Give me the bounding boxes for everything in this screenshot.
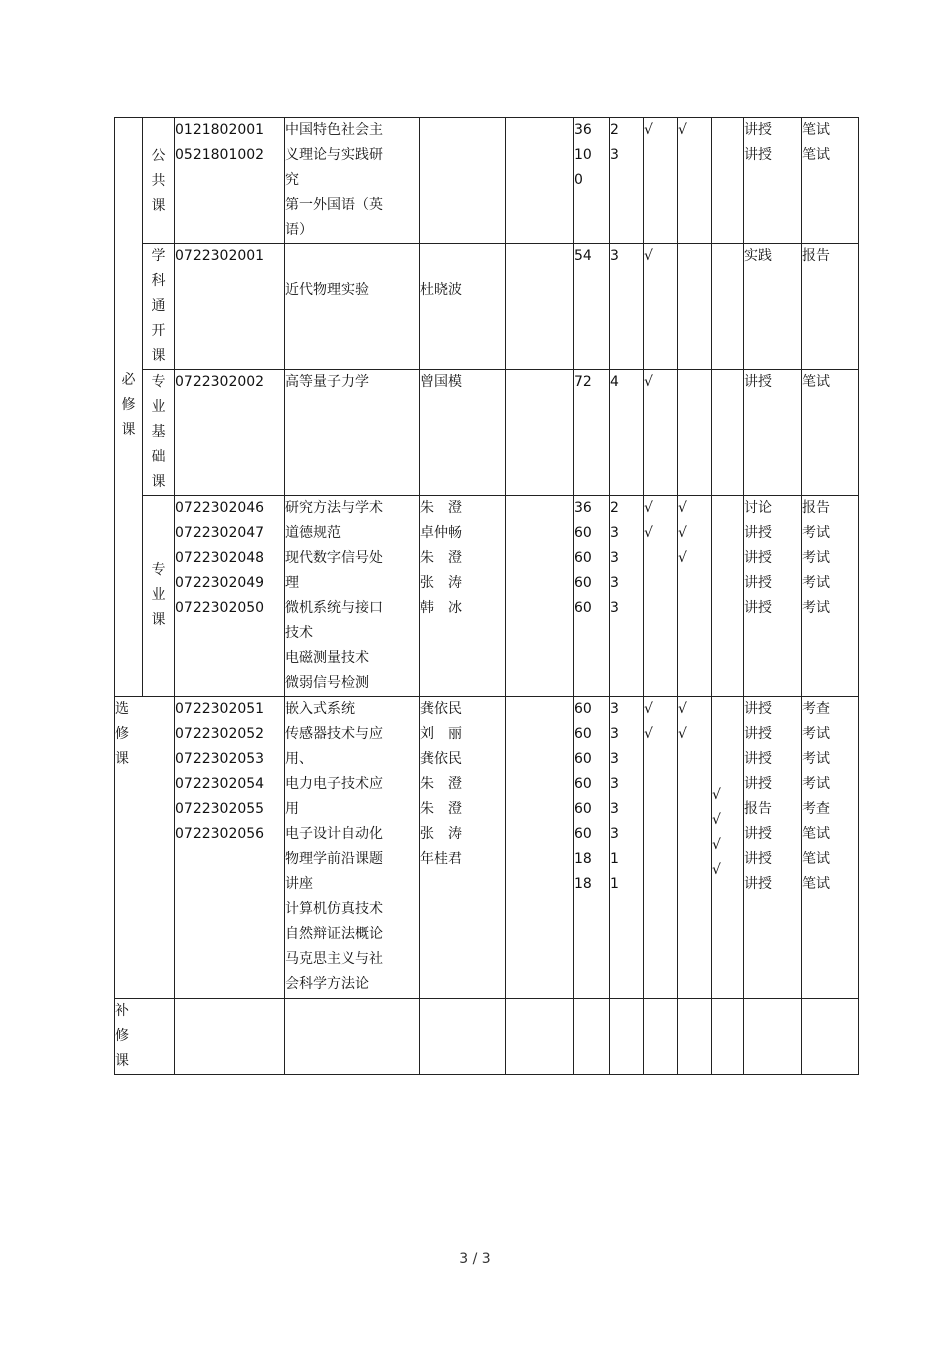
required-category-cell — [115, 118, 143, 697]
basic-type-label: 专业基础课 — [151, 374, 166, 490]
elective-hours: 60 60 60 60 60 60 18 18 — [574, 701, 592, 892]
basic-hours: 72 — [574, 374, 592, 390]
elective-codes: 0722302051 0722302052 0722302053 0722302054 0722302055 0722302056 — [175, 701, 265, 842]
major-credits: 2 3 3 3 3 — [610, 500, 619, 616]
public-hours: 36 10 0 — [574, 122, 592, 188]
makeup-empty-cell — [175, 999, 285, 1075]
basic-codes: 0722302002 — [175, 374, 265, 390]
major-exam: 报告 考试 考试 考试 考试 — [802, 500, 830, 616]
makeup-empty-cell — [678, 999, 712, 1075]
makeup-empty-cell — [712, 999, 744, 1075]
required-category-label: 必修课 — [121, 372, 136, 438]
table-row — [115, 496, 859, 697]
major-teachers: 朱 澄 卓仲畅 朱 澄 张 涛 韩 冰 — [420, 500, 462, 616]
makeup-empty-cell — [574, 999, 610, 1075]
public-mark2: √ — [678, 122, 687, 138]
elective-category-label: 选修课 — [115, 701, 129, 767]
makeup-empty-cell — [610, 999, 644, 1075]
discipline-method: 实践 — [744, 248, 772, 264]
major-method: 讨论 讲授 讲授 讲授 讲授 — [744, 500, 772, 616]
discipline-mark1: √ — [644, 248, 653, 264]
major-codes: 0722302046 0722302047 0722302048 0722302049 0722302050 — [175, 500, 265, 616]
basic-names: 高等量子力学 — [285, 374, 369, 390]
basic-method: 讲授 — [744, 374, 772, 390]
elective-exam: 考查 考试 考试 考试 考查 笔试 笔试 笔试 — [802, 701, 830, 892]
elective-method: 讲授 讲授 讲授 讲授 报告 讲授 讲授 讲授 — [744, 701, 772, 892]
basic-mark1: √ — [644, 374, 653, 390]
makeup-empty-cell — [506, 999, 574, 1075]
public-type-label: 公共课 — [151, 148, 166, 214]
discipline-type-label: 学科通开课 — [151, 248, 166, 364]
discipline-exam: 报告 — [802, 248, 830, 264]
major-empty-cell — [506, 496, 574, 697]
elective-mark3: √ √ √ √ — [712, 787, 721, 878]
basic-type-cell — [143, 370, 175, 496]
makeup-category-cell — [115, 999, 175, 1075]
elective-mark2: √ √ — [678, 701, 687, 742]
elective-names: 嵌入式系统 传感器技术与应 用、 电力电子技术应 用 电子设计自动化 物理学前沿课题 讲座 计算机仿真技术 自然辩证法概论 马克思主义与社 会科学方法论 — [285, 701, 383, 992]
discipline-codes: 0722302001 — [175, 248, 265, 264]
table-row — [115, 999, 859, 1075]
public-exam: 笔试 笔试 — [802, 122, 830, 163]
discipline-type-cell — [143, 244, 175, 370]
major-hours: 36 60 60 60 60 — [574, 500, 592, 616]
makeup-empty-cell — [285, 999, 420, 1075]
makeup-empty-cell — [802, 999, 859, 1075]
discipline-credits: 3 — [610, 248, 619, 264]
major-type-label: 专业课 — [151, 562, 166, 628]
page-number: 3 / 3 — [459, 1251, 491, 1267]
discipline-empty-cell — [506, 244, 574, 370]
public-mark1: √ — [644, 122, 653, 138]
major-mark2: √ √ √ — [678, 500, 687, 566]
elective-mark1: √ √ — [644, 701, 653, 742]
makeup-empty-cell — [420, 999, 506, 1075]
basic-exam: 笔试 — [802, 374, 830, 390]
discipline-teachers: 杜晓波 — [420, 282, 462, 298]
public-empty-cell — [506, 118, 574, 244]
table-row — [115, 370, 859, 496]
major-type-cell — [143, 496, 175, 697]
discipline-hours: 54 — [574, 248, 592, 264]
major-names: 研究方法与学术 道德规范 现代数字信号处 理 微机系统与接口 技术 电磁测量技术 微弱信号检测 — [285, 500, 383, 691]
public-names: 中国特色社会主 义理论与实践研 究 第一外国语（英 语） — [285, 122, 383, 238]
public-credits: 2 3 — [610, 122, 619, 163]
makeup-empty-cell — [744, 999, 802, 1075]
table-row — [115, 244, 859, 370]
table-row — [115, 118, 859, 244]
elective-empty-cell — [506, 697, 574, 999]
makeup-empty-cell — [644, 999, 678, 1075]
elective-teachers: 龚依民 刘 丽 龚依民 朱 澄 朱 澄 张 涛 年桂君 — [420, 701, 462, 867]
major-mark1: √ √ — [644, 500, 653, 541]
basic-empty-cell — [506, 370, 574, 496]
elective-credits: 3 3 3 3 3 3 1 1 — [610, 701, 619, 892]
elective-category-cell — [115, 697, 175, 999]
basic-credits: 4 — [610, 374, 619, 390]
public-method: 讲授 讲授 — [744, 122, 772, 163]
public-type-cell — [143, 118, 175, 244]
basic-teachers: 曾国模 — [420, 374, 462, 390]
public-codes: 0121802001 0521801002 — [175, 122, 265, 163]
makeup-category-label: 补修课 — [115, 1003, 129, 1069]
course-table — [114, 117, 859, 1075]
discipline-names: 近代物理实验 — [285, 282, 369, 298]
table-row — [115, 697, 859, 999]
